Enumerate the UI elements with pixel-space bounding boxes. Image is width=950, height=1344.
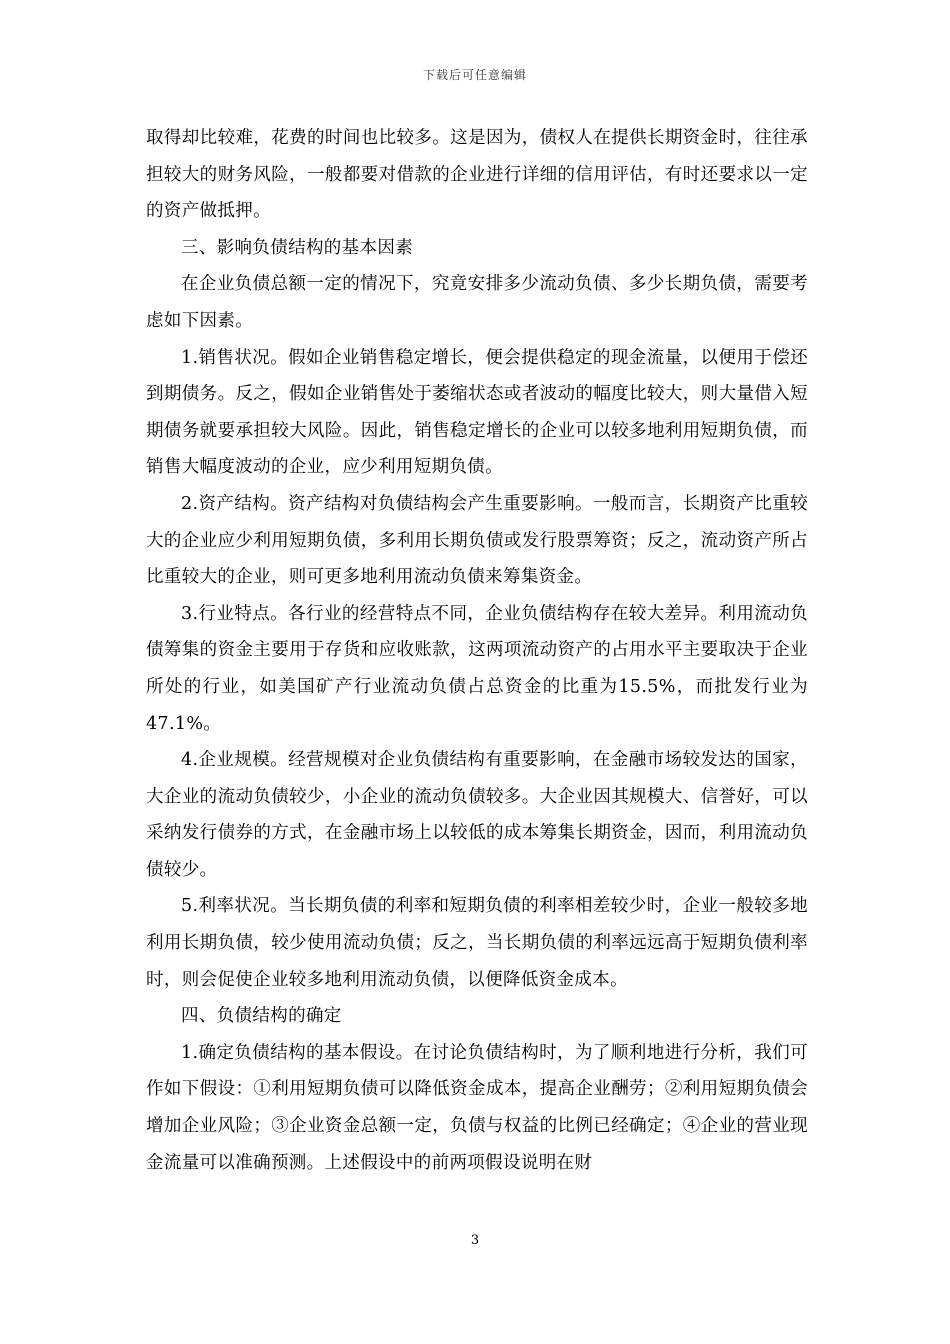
paragraph-sales: 1.销售状况。假如企业销售稳定增长，便会提供稳定的现金流量，以便用于偿还到期债务。反之，假如企业销售处于萎缩状态或者波动的幅度比较大，则大量借入短期债务就要承担较大风险。因此，销售稳定增长的企业可以较多地利用短期负债，而销售大幅度波动的企业，应少利用短期负债。 — [146, 347, 808, 478]
paragraph-interest: 5.利率状况。当长期负债的利率和短期负债的利率相差较少时，企业一般较多地利用长期负债，较少使用流动负债；反之，当长期负债的利率远远高于短期负债利率时，则会促使企业较多地利用流动负债，以便降低资金成本。 — [146, 896, 808, 990]
body-text — [146, 120, 808, 1181]
section-heading-3: 三、影响负债结构的基本因素 — [181, 237, 414, 258]
paragraph-scale: 4.企业规模。经营规模对企业负债结构有重要影响，在金融市场较发达的国家，大企业的流动负债较少，小企业的流动负债较多。大企业因其规模大、信誉好，可以采纳发行债券的方式，在金融市场上以较低的成本筹集长期资金，因而，利用流动负债较少。 — [146, 750, 808, 880]
paragraph-continuation: 取得却比较难，花费的时间也比较多。这是因为，债权人在提供长期资金时，往往承担较大的财务风险，一般都要对借款的企业进行详细的信用评估，有时还要求以一定的资产做抵押。 — [146, 128, 808, 222]
paragraph-assets: 2.资产结构。资产结构对负债结构会产生重要影响。一般而言，长期资产比重较大的企业应少利用短期负债，多利用长期负债或发行股票筹资；反之，流动资产所占比重较大的企业，则可更多地利用流动负债来筹集资金。 — [146, 493, 808, 588]
page-number: 3 — [470, 1233, 480, 1248]
paragraph-industry: 3.行业特点。各行业的经营特点不同，企业负债结构存在较大差异。利用流动负债筹集的资金主要用于存货和应收账款，这两项流动资产的占用水平主要取决于企业所处的行业，如美国矿产行业流动负债占总资金的比重为15.5%，而批发行业为47.1%。 — [146, 603, 808, 734]
page-header: 下载后可任意编辑 — [422, 68, 527, 82]
section-heading-4: 四、负债结构的确定 — [181, 1006, 342, 1027]
paragraph-assumptions: 1.确定负债结构的基本假设。在讨论负债结构时，为了顺利地进行分析，我们可作如下假设：①利用短期负债可以降低资金成本，提高企业酬劳；②利用短期负债会增加企业风险；③企业资金总额一定，负债与权益的比例已经确定；④企业的营业现金流量可以准确预测。上述假设中的前两项假设说明在财 — [146, 1042, 808, 1173]
paragraph-intro: 在企业负债总额一定的情况下，究竟安排多少流动负债、多少长期负债，需要考虑如下因素。 — [146, 274, 808, 331]
